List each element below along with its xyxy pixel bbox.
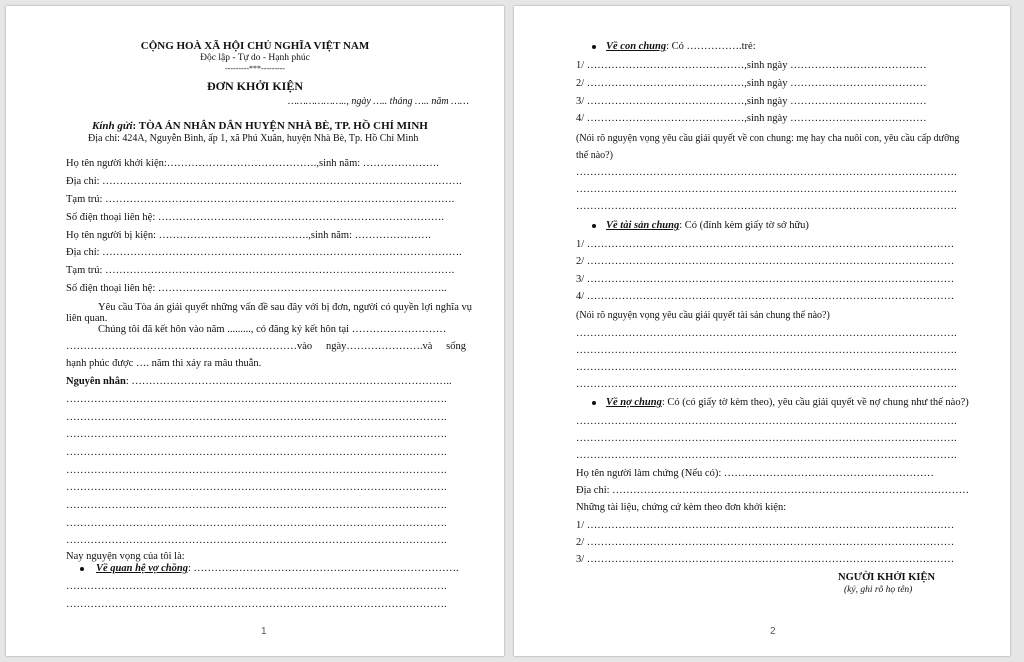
- row-dots: ……………………………………………………………………………………………: [586, 256, 955, 267]
- debt-label: Về nợ chung: [606, 397, 662, 408]
- property-note: (Nói rõ nguyện vọng yêu cầu giải quyết tài sản chung thế nào?): [576, 310, 830, 321]
- signer-title: NGƯỜI KHỞI KIỆN: [838, 572, 936, 583]
- child-dob-dots: …………………………………: [790, 60, 927, 71]
- child-dob-dots: …………………………………: [790, 96, 927, 107]
- row-dots: ……………………………………………………………………………………………: [586, 554, 955, 565]
- marriage-line2-part-b: ngày………………….và: [325, 341, 433, 352]
- row-number: 2/: [576, 537, 585, 548]
- property-line: [606, 220, 809, 232]
- recipient-line: [92, 120, 428, 132]
- cause-dots-line: ……………………………………………………………………………………………….: [66, 465, 447, 476]
- debt-line: [606, 397, 969, 409]
- child-name-dots: ………………………………………,sinh ngày: [586, 113, 788, 124]
- marriage-dots-line: ……………………………………………………………………………………………….: [66, 581, 447, 592]
- property-row: [576, 256, 954, 268]
- document-row: [576, 537, 954, 549]
- children-dots-line: ……………………………………………………………………………………………….: [576, 184, 957, 195]
- signer-note: (ký, ghi rõ họ tên): [844, 585, 913, 595]
- cause-dots-line: ……………………………………………………………………………………………….: [66, 482, 447, 493]
- page-number: 1: [261, 626, 267, 637]
- children-count: : Có …………….trẻ:: [666, 41, 756, 52]
- child-name-dots: ………………………………………,sinh ngày: [586, 60, 788, 71]
- row-dots: ……………………………………………………………………………………………: [586, 274, 955, 285]
- marriage-line2-part-a: …………………………………………………………vào: [66, 341, 313, 352]
- cause-dots-line: ……………………………………………………………………………………………….: [66, 394, 447, 405]
- property-row: [576, 239, 954, 251]
- field-defendant-temp-residence: Tạm trú: ……………………………………………………………………………………….: [66, 265, 455, 276]
- header-separator: ---------***---------: [225, 64, 285, 73]
- debt-dots-line: ……………………………………………………………………………………………….: [576, 433, 957, 444]
- marriage-dots-line: ……………………………………………………………………………………………….: [66, 599, 447, 610]
- property-row: [576, 291, 954, 303]
- row-number: 1/: [576, 520, 585, 531]
- cause-dots-line: ……………………………………………………………………………………………….: [66, 500, 447, 511]
- row-number: 3/: [576, 554, 585, 565]
- field-plaintiff-name: Họ tên người khởi kiện:…………………………………….,sinh năm: ………………….: [66, 158, 439, 169]
- bullet-icon: [592, 401, 596, 405]
- property-note-inline: : Có (đính kèm giấy tờ sở hữu): [679, 220, 809, 231]
- bullet-icon: [592, 224, 596, 228]
- cause-dots: : ………………………………………………………………………………..: [125, 376, 452, 387]
- cause-dots-line: ……………………………………………………………………………………………….: [66, 429, 447, 440]
- row-number: 1/: [576, 239, 585, 250]
- row-dots: ……………………………………………………………………………………………: [586, 520, 955, 531]
- recipient-colon: :: [132, 120, 139, 132]
- child-row: [576, 96, 927, 108]
- cause-dots-line: ……………………………………………………………………………………………….: [66, 535, 447, 546]
- national-title: CỘNG HOÀ XÃ HỘI CHỦ NGHĨA VIỆT NAM: [140, 40, 370, 52]
- marriage-line2-part-c: sống: [446, 341, 466, 352]
- document-row: [576, 520, 954, 532]
- child-row: [576, 113, 927, 125]
- property-dots-line: ……………………………………………………………………………………………….: [576, 362, 957, 373]
- field-defendant-name: Họ tên người bị kiện: …………………………………….,sinh năm: ………………….: [66, 230, 431, 241]
- field-defendant-address: Địa chỉ: ………………………………………………………………………………………….: [66, 247, 462, 258]
- bullet-icon: [80, 567, 84, 571]
- bullet-icon: [592, 45, 596, 49]
- request-text-line-2: liên quan.: [66, 313, 108, 324]
- marriage-text-line-2: [66, 341, 466, 353]
- marriage-relation-dots: : ………………………………………………………………….: [187, 563, 459, 574]
- debt-dots-line: ……………………………………………………………………………………………….: [576, 416, 957, 427]
- children-note-line-2: thế nào?): [576, 150, 613, 161]
- court-name: TÒA ÁN NHÂN DÂN HUYỆN NHÀ BÈ, TP. HỒ CHÍ MINH: [138, 120, 428, 132]
- row-number: 4/: [576, 291, 585, 302]
- field-defendant-phone: Số điện thoại liên hệ: ………………………………………………………………………..: [66, 283, 447, 294]
- debt-dots-line: ……………………………………………………………………………………………….: [576, 450, 957, 461]
- child-dob-dots: …………………………………: [790, 78, 927, 89]
- children-dots-line: ……………………………………………………………………………………………….: [576, 167, 957, 178]
- marriage-relation-label: Về quan hệ vợ chồng: [96, 563, 188, 574]
- row-number: 3/: [576, 274, 585, 285]
- date-line: ……………….., ngày ….. tháng ….. năm ……: [288, 96, 469, 107]
- child-number: 4/: [576, 113, 585, 124]
- witness-line: Họ tên người làm chứng (Nếu có): ……………………………………………………: [576, 468, 934, 479]
- field-plaintiff-temp-residence: Tạm trú: ……………………………………………………………………………………….: [66, 194, 455, 205]
- row-dots: ……………………………………………………………………………………………: [586, 291, 955, 302]
- property-dots-line: ……………………………………………………………………………………………….: [576, 379, 957, 390]
- row-number: 2/: [576, 256, 585, 267]
- cause-dots-line: ……………………………………………………………………………………………….: [66, 412, 447, 423]
- row-dots: ……………………………………………………………………………………………: [586, 239, 955, 250]
- property-dots-line: ……………………………………………………………………………………………….: [576, 345, 957, 356]
- children-note-line-1: (Nói rõ nguyện vọng yêu cầu giải quyết về con chung: mẹ hay cha nuôi con, yêu cầu cấp dưỡng: [576, 133, 960, 144]
- property-dots-line: ……………………………………………………………………………………………….: [576, 328, 957, 339]
- children-label: Về con chung: [606, 41, 667, 52]
- document-title: ĐƠN KHỞI KIỆN: [206, 79, 303, 93]
- cause-dots-line: ……………………………………………………………………………………………….: [66, 447, 447, 458]
- debt-note-inline: : Có (có giấy tờ kèm theo), yêu cầu giải quyết về nợ chung như thế nào?): [661, 397, 969, 408]
- marriage-relation-line: [96, 563, 459, 575]
- cause-line: [66, 376, 452, 388]
- children-dots-line: ……………………………………………………………………………………………….: [576, 201, 957, 212]
- property-row: [576, 274, 954, 286]
- field-plaintiff-address: Địa chỉ: ………………………………………………………………………………………….: [66, 176, 462, 187]
- children-line: [606, 41, 756, 53]
- child-number: 3/: [576, 96, 585, 107]
- row-dots: ……………………………………………………………………………………………: [586, 537, 955, 548]
- child-name-dots: ………………………………………,sinh ngày: [586, 96, 788, 107]
- cause-label: Nguyên nhân: [66, 376, 126, 387]
- child-name-dots: ………………………………………,sinh ngày: [586, 78, 788, 89]
- page-number: 2: [770, 626, 776, 637]
- marriage-text-line-3: hạnh phúc được …. năm thì xảy ra mâu thuẫn.: [66, 358, 262, 369]
- witness-address-line: Địa chỉ: …………………………………………………………………………………………: [576, 485, 970, 496]
- property-label: Về tài sản chung: [606, 220, 680, 231]
- child-dob-dots: …………………………………: [790, 113, 927, 124]
- child-number: 1/: [576, 60, 585, 71]
- request-text-line-1: Yêu cầu Tòa án giải quyết những vấn đề sau đây với bị đơn, người có quyền lợi nghĩa vụ: [98, 302, 472, 313]
- recipient-label: Kính gửi: [92, 120, 133, 132]
- motto: Độc lập - Tự do - Hạnh phúc: [200, 53, 310, 63]
- court-address: Địa chỉ: 424A, Nguyễn Bình, ấp 1, xã Phú Xuân, huyện Nhà Bè, Tp. Hồ Chí Minh: [88, 133, 419, 144]
- field-plaintiff-phone: Số điện thoại liên hệ: ……………………………………………………………………….: [66, 212, 444, 223]
- document-row: [576, 554, 954, 566]
- marriage-text-line-1: Chúng tôi đã kết hôn vào năm ........., có đăng ký kết hôn tại ………………………: [98, 324, 447, 335]
- documents-label: Những tài liệu, chứng cứ kèm theo đơn khởi kiện:: [576, 502, 787, 513]
- child-row: [576, 60, 927, 72]
- child-number: 2/: [576, 78, 585, 89]
- document-page-2: [514, 6, 1010, 656]
- document-page-1: [6, 6, 504, 656]
- wish-label: Nay nguyện vọng của tôi là:: [66, 551, 185, 562]
- child-row: [576, 78, 927, 90]
- cause-dots-line: ……………………………………………………………………………………………….: [66, 518, 447, 529]
